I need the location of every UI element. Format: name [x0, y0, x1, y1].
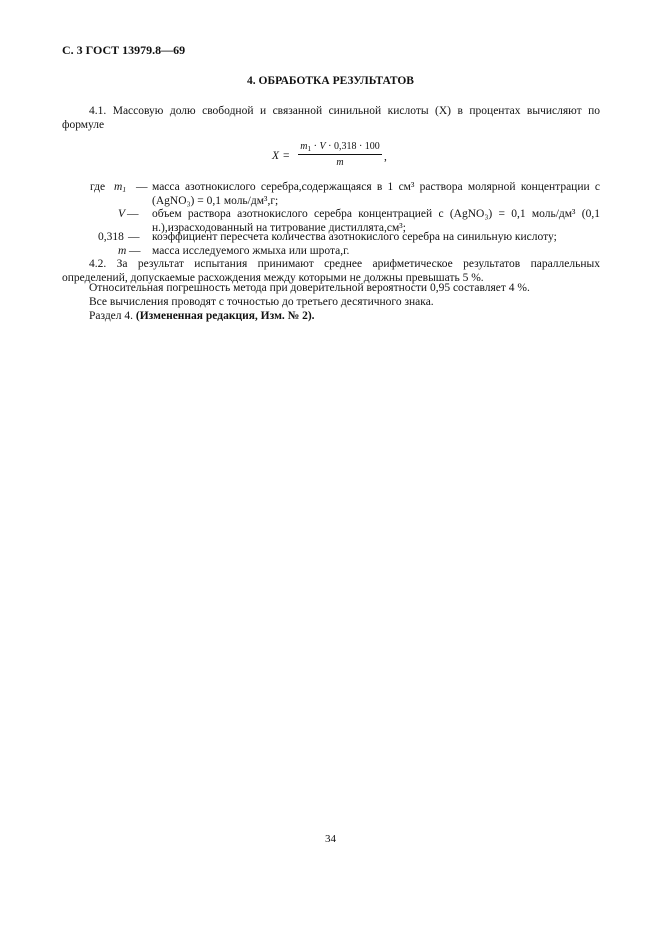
- definition-m-label: m: [118, 245, 127, 257]
- definition-v: V — объем раствора азотнокислого серебра концентрацией c (AgNO₃) = 0,1 моль/дм³ (0,1 н.),израсходованный на титрование дистиллята,см³;: [118, 208, 600, 234]
- paragraph-calculation: Все вычисления проводят с точностью до третьего десятичного знака.: [89, 296, 434, 308]
- section-note-amendment: (Измененная редакция, Изм. № 2).: [135, 310, 315, 322]
- definition-coefficient-label: 0,318: [98, 231, 124, 243]
- definition-v-label: V: [118, 208, 126, 220]
- section-title: 4. ОБРАБОТКА РЕЗУЛЬТАТОВ: [247, 75, 414, 87]
- definition-coefficient-text: коэффициент пересчета количества азотнокислого серебра на синильную кислоту;: [152, 231, 557, 243]
- paragraph-error: Относительная погрешность метода при доверительной вероятности 0,95 составляет 4 %.: [89, 282, 530, 294]
- formula-numerator: $m_1 \cdot V \cdot 0,318 \cdot 100$: [300, 141, 380, 153]
- section-note-prefix: Раздел 4.: [89, 310, 134, 322]
- paragraph-section-note: [62, 309, 600, 323]
- definition-m: m — масса исследуемого жмыха или шрота,г.: [62, 244, 600, 258]
- definition-m-text: масса исследуемого жмыха или шрота,г.: [152, 245, 350, 257]
- formula-equals: =: [283, 150, 290, 162]
- page-number: 34: [325, 833, 336, 845]
- definition-coefficient: 0,318 — коэффициент пересчета количества азотнокислого серебра на синильную кислоту;: [62, 230, 600, 244]
- definition-m1-label: $m_1$: [114, 181, 127, 194]
- document-header: С. 3 ГОСТ 13979.8—69: [62, 43, 186, 57]
- formula-comma: ,: [384, 151, 387, 163]
- formula-lhs: X: [272, 150, 280, 162]
- where-prefix: где: [90, 181, 106, 193]
- paragraph-4-1: [62, 104, 600, 132]
- fraction-bar: [298, 154, 382, 155]
- formula: [272, 140, 402, 172]
- definition-v-text: объем раствора азотнокислого серебра концентрацией c (AgNO₃) = 0,1 моль/дм³ (0,1 н.),израсходованный на титрование дистиллята,см³;: [152, 208, 600, 234]
- formula-denominator: m: [336, 157, 344, 168]
- paragraph-4-2: 4.2. За результат испытания принимают среднее арифметическое результатов параллельных определений, допускаемые расхождения между которыми не должны превышать 5 %.: [62, 258, 600, 284]
- definition-m1: где $m_1$ — масса азотнокислого серебра,содержащаяся в 1 см³ раствора молярной концентрации c (AgNO₃) = 0,1 моль/дм³,г;: [90, 181, 600, 207]
- definition-m1-text: масса азотнокислого серебра,содержащаяся в 1 см³ раствора молярной концентрации c (AgNO₃) = 0,1 моль/дм³,г;: [152, 181, 600, 207]
- paragraph-4-1-text: 4.1. Массовую долю свободной и связанной синильной кислоты (X) в процентах вычисляют по формуле: [62, 105, 600, 131]
